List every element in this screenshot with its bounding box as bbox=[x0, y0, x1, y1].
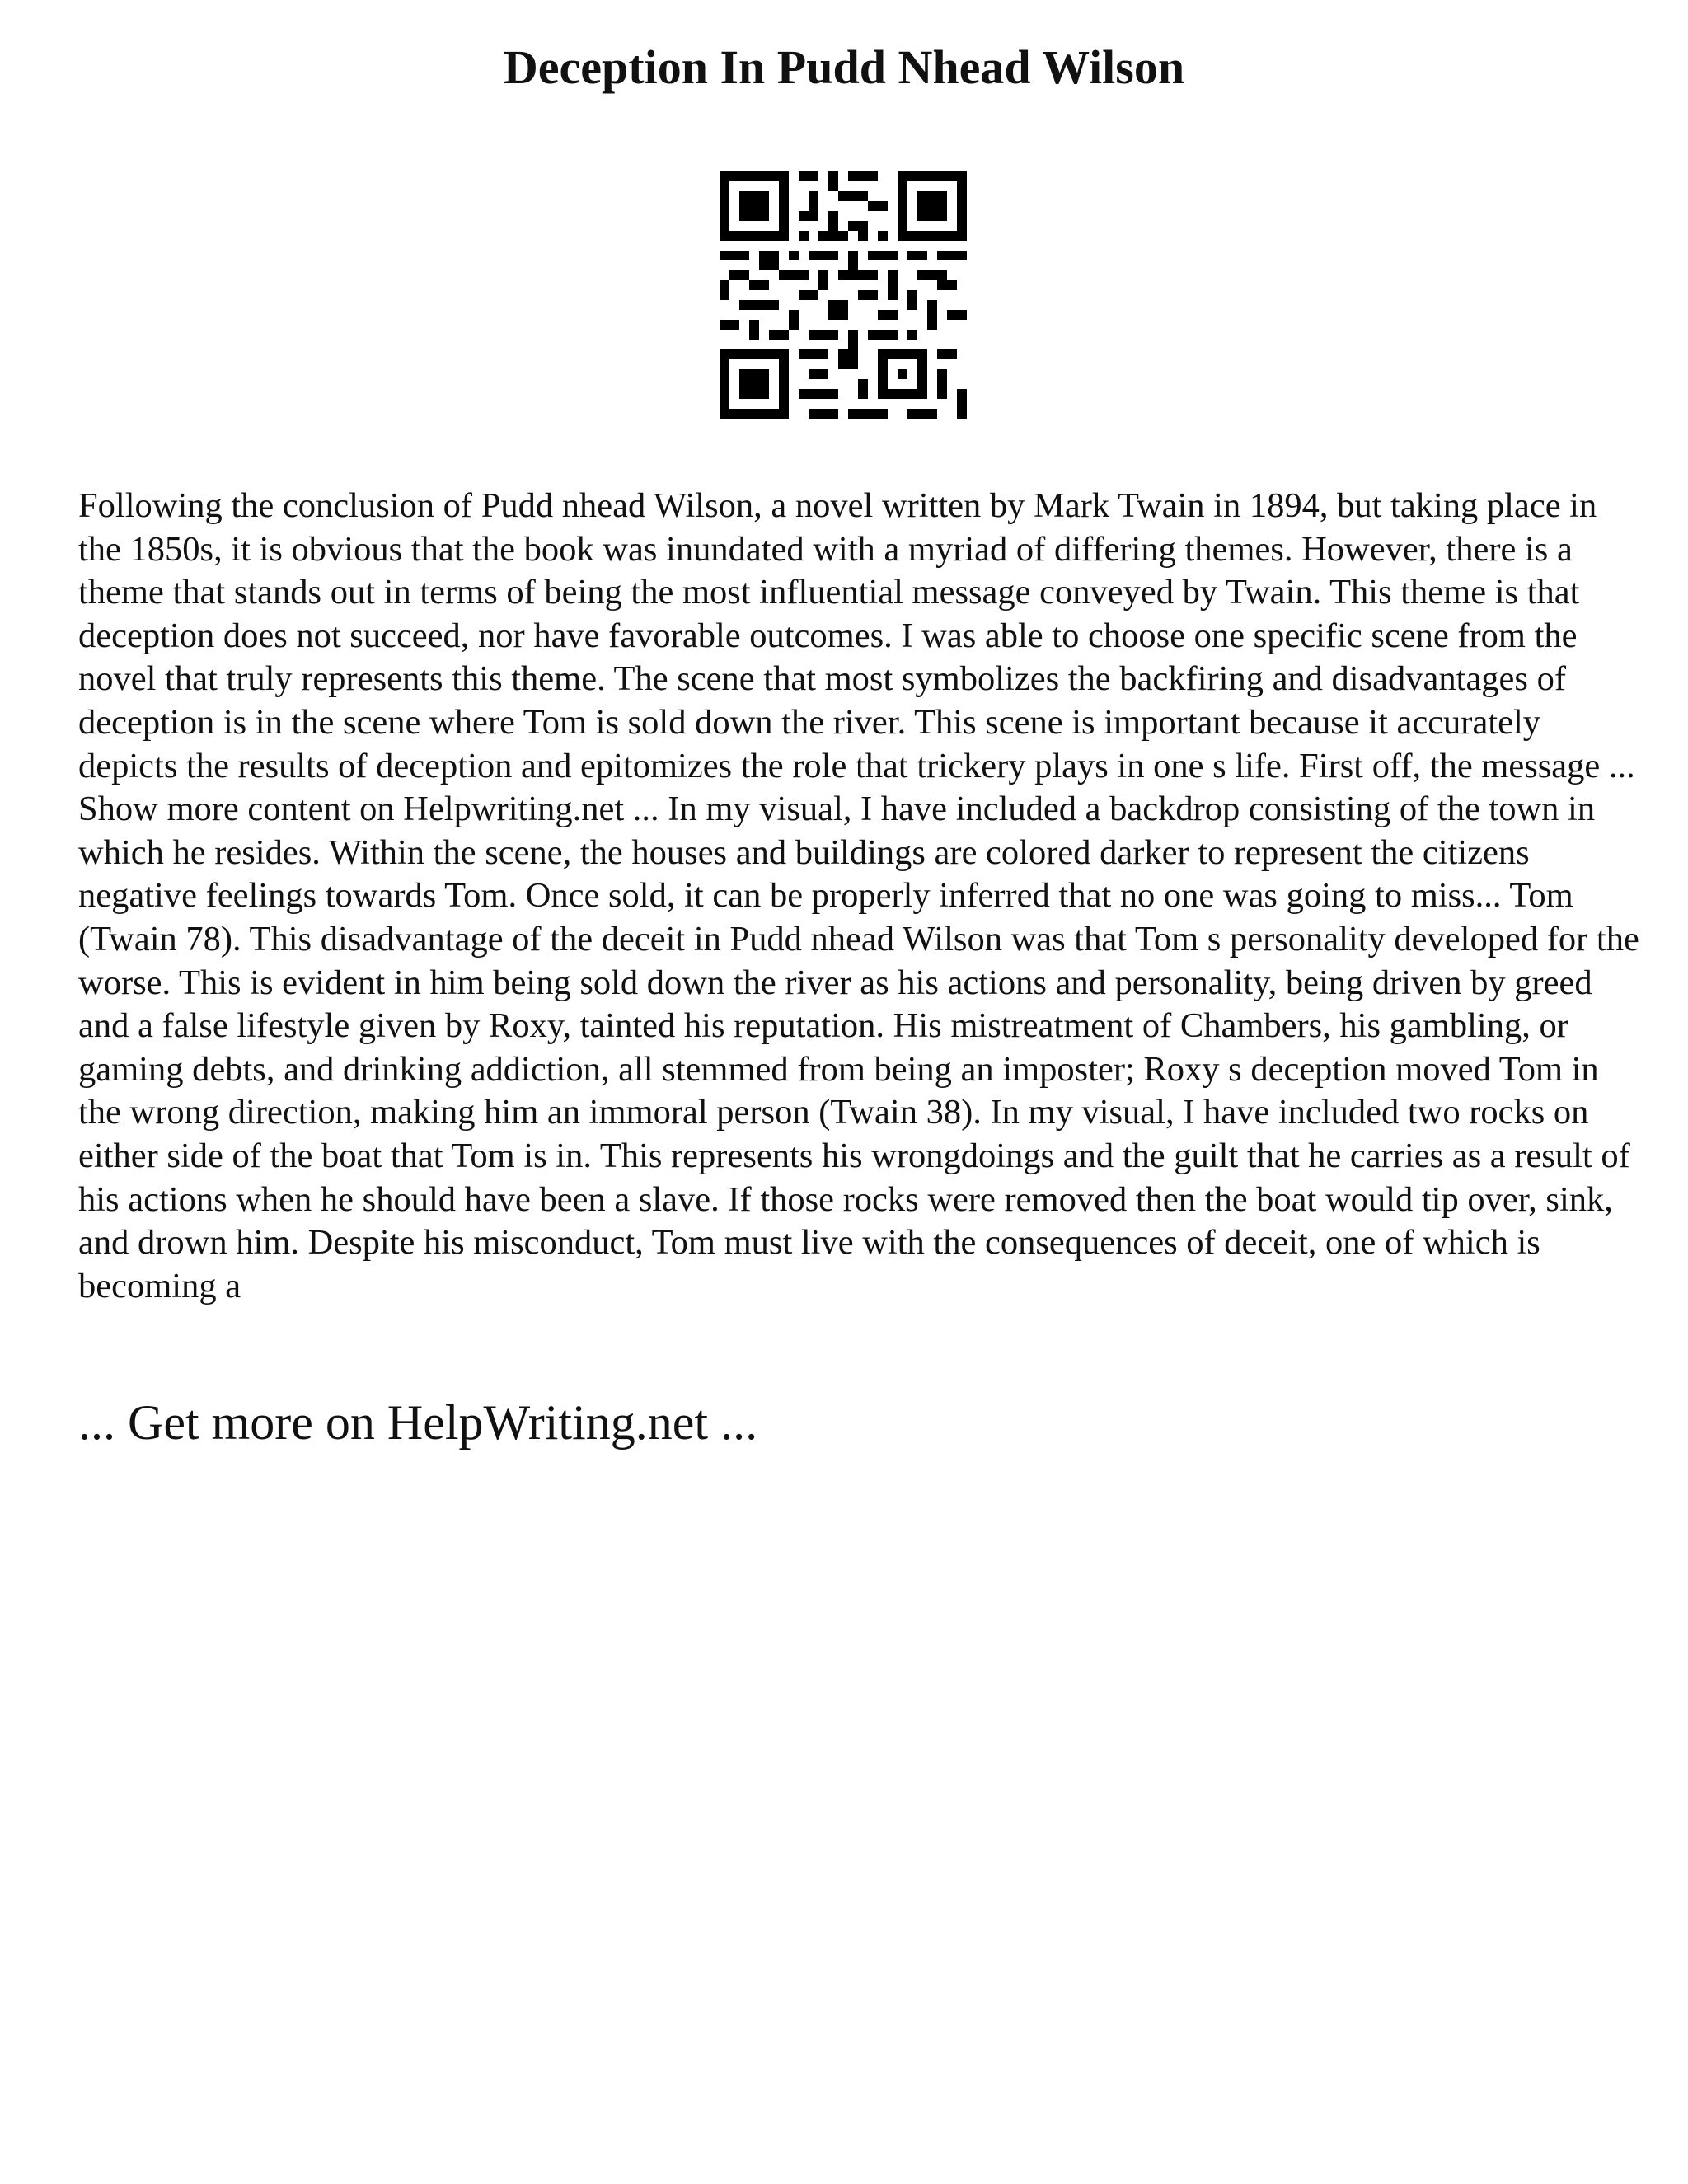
document-title: Deception In Pudd Nhead Wilson bbox=[503, 40, 1185, 94]
essay-excerpt: Following the conclusion of Pudd nhead Wilson, a novel written by Mark Twain in 1894, but taking place in the 1850s, it is obvious that the book was inundated with a myriad of differing themes. However, there is a theme that stands out in terms of being the most influential message conveyed by Twain. This theme is that deception does not succeed, nor have favorable outcomes. I was able to choose one specific scene from the novel that truly represents this theme. The scene that most symbolizes the backfiring and disadvantages of deception is in the scene where Tom is sold down the river. This scene is important because it accurately depicts the results of deception and epitomizes the role that trickery plays in one s life. First off, the message ... Show more content on Helpwriting.net ... In my visual, I have included a backdrop consisting of the town in which he resides. Within the scene, the houses and buildings are colored darker to represent the citizens negative feelings towards Tom. Once sold, it can be properly inferred that no one was going to miss... Tom (Twain 78). This disadvantage of the deceit in Pudd nhead Wilson was that Tom s personality developed for the worse. This is evident in him being sold down the river as his actions and personality, being driven by greed and a false lifestyle given by Roxy, tainted his reputation. His mistreatment of Chambers, his gambling, or gaming debts, and drinking addiction, all stemmed from being an imposter; Roxy s deception moved Tom in the wrong direction, making him an immoral person (Twain 38). In my visual, I have included two rocks on either side of the boat that Tom is in. This represents his wrongdoings and the guilt that he carries as a result of his actions when he should have been a slave. If those rocks were removed then the boat would tip over, sink, and drown him. Despite his misconduct, Tom must live with the consequences of deceit, one of which is becoming a bbox=[78, 486, 1639, 1305]
qr-code bbox=[720, 171, 967, 419]
get-more-link[interactable]: ... Get more on HelpWriting.net ... bbox=[78, 1395, 758, 1450]
